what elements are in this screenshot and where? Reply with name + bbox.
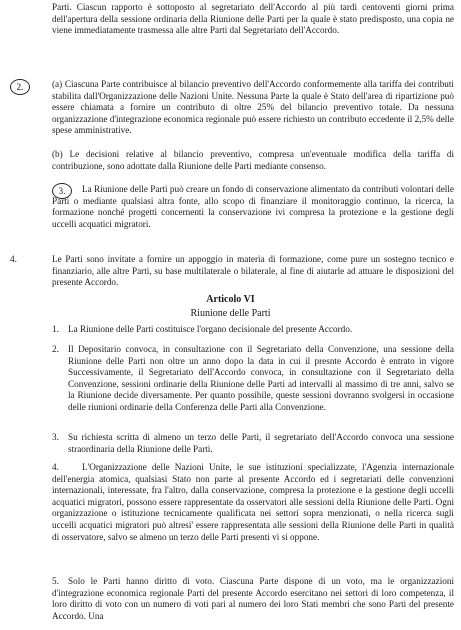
- paragraph-2b-text: (b) Le decisioni relative al bilancio preventivo, compresa un'eventuale modifica della tariffa di contribuzione, sono adottate dalla Riunione delle Parti mediante consenso.: [52, 149, 454, 171]
- article-paragraph-3-text: Su richiesta scritta di almeno un terzo delle Parti, il segretariato dell'Accordo convoca una sessione straordinaria della Riunione delle Parti.: [68, 432, 454, 454]
- paragraph-number-2-circled: 2.: [10, 79, 30, 95]
- paragraph-2b: [52, 149, 454, 172]
- intro-text: Parti. Ciascun rapporto è sottoposto al segretariato dell'Accordo al più tardi centoventi giorni prima dell'apertura della sessione ordinaria della Riunione delle Parti per la quale è stato predisposto, una copia ne viene immediatamente trasmessa alle altre Parti dal Segretariato dell'Accordo.: [52, 2, 454, 36]
- article-paragraph-number-4: 4.: [52, 462, 59, 472]
- article-paragraph-4: [52, 462, 454, 543]
- paragraph-4-text: Le Parti sono invitate a fornire un appoggio in materia di formazione, come pure un sostegno tecnico e finanziario, alle altre Parti, su base multilaterale o bilaterale, al fine di aiutarle ad attuare le disposizioni del presente Accordo.: [52, 254, 454, 288]
- article-paragraph-1: [68, 324, 454, 336]
- paragraph-3: [52, 184, 454, 230]
- article-subtitle: Riunione delle Parti: [190, 308, 271, 319]
- paragraph-number-3-circled: 3.: [52, 183, 72, 199]
- article-paragraph-number-1: 1.: [52, 324, 59, 334]
- article-paragraph-1-text: La Riunione delle Parti costituisce l'organo decisionale del presente Accordo.: [68, 324, 353, 334]
- paragraph-4: [52, 254, 454, 289]
- article-paragraph-3: [68, 432, 454, 455]
- paragraph-number-4: 4.: [10, 254, 17, 264]
- article-paragraph-2-text: Il Depositario convoca, in consultazione con il Segretariato della Convenzione, una sessione della Riunione delle Parti non oltre un anno dopo la data in cui il presnte Accordo è entrato in vigore Successivamente, il Segretariato dell'Accordo convoca, in consultazione con il Segretariato della Convenzione, sessioni ordinarie della Riunione delle Parti ad intervalli al massimo di tre anni, salvo se la Riunione decide diversamente. Per quanto possibile, queste sessioni dovranno svolgersi in occasione delle riunioni ordinarie della Conferenza delle Parti alla Convenzione.: [68, 344, 454, 412]
- article-paragraph-5: [52, 576, 454, 622]
- article-paragraph-4-text: L'Organizzazione delle Nazioni Unite, le sue istituzioni specializzate, l'Agenzia internazionale dell'energia atomica, qualsiasi Stato non parte al presente Accordo ed i segretariati delle convenzioni internazionali, interessate, fra l'altro, dalla conservazione, compresa la protezione e la gestione degli uccelli acquatici migratori, possono essere rappresentate da osservatori alle sessioni della Riunione delle Parti. Ogni organizzazione o istituzione tecnicamente qualificata nei settori sopra menzionati, o nella ricerca sugli uccelli acquatici migratori può altresi' essere rappresentata alle sessioni della Riunione delle Parti in qualità di osservatore, salvo se almeno un terzo delle Parti presenti vi si oppone.: [52, 462, 454, 542]
- article-paragraph-number-2: 2.: [52, 344, 59, 354]
- paragraph-2a-text: (a) Ciascuna Parte contribuisce al bilancio preventivo dell'Accordo conformemente alla tariffa dei contributi stabilita dall'Organizzazione delle Nazioni Unite. Nessuna Parte la quale è Stato dell'area di ripartizione può essere chiamata a fornire un contributo di oltre 25% del bilancio preventivo totale. Da nessuna organizzazione d'integrazione economica regionale può essere richiesto un contributo eccedente il 2,5% delle spese amministrative.: [52, 79, 454, 136]
- article-paragraph-number-5: 5.: [52, 576, 59, 586]
- paragraph-2a: [52, 79, 454, 137]
- article-title: Articolo VI: [206, 294, 255, 305]
- article-paragraph-number-3: 3.: [52, 432, 59, 442]
- paragraph-3-text: La Riunione delle Parti può creare un fondo di conservazione alimentato da contributi volontari delle Parti o mediante qualsiasi altra fonte, allo scopo di finanziare il monitoraggio continuo, la ricerca, la formazione nonché progetti concernenti la conservazione ivi compresa la protezione e la gestione degli uccelli acquatici migratori.: [52, 184, 454, 229]
- article-paragraph-5-text: Solo le Parti hanno diritto di voto. Ciascuna Parte dispone di un voto, ma le organizzazioni d'integrazione economica regionale Parti del presente Accordo esercitano nei settori di loro competenza, il loro diritto di voto con un numero di voti pari al numero dei loro Stati membri che sono Parti del presente Accordo. Una: [52, 576, 454, 621]
- article-paragraph-2: [68, 344, 454, 414]
- intro-paragraph: [52, 2, 454, 37]
